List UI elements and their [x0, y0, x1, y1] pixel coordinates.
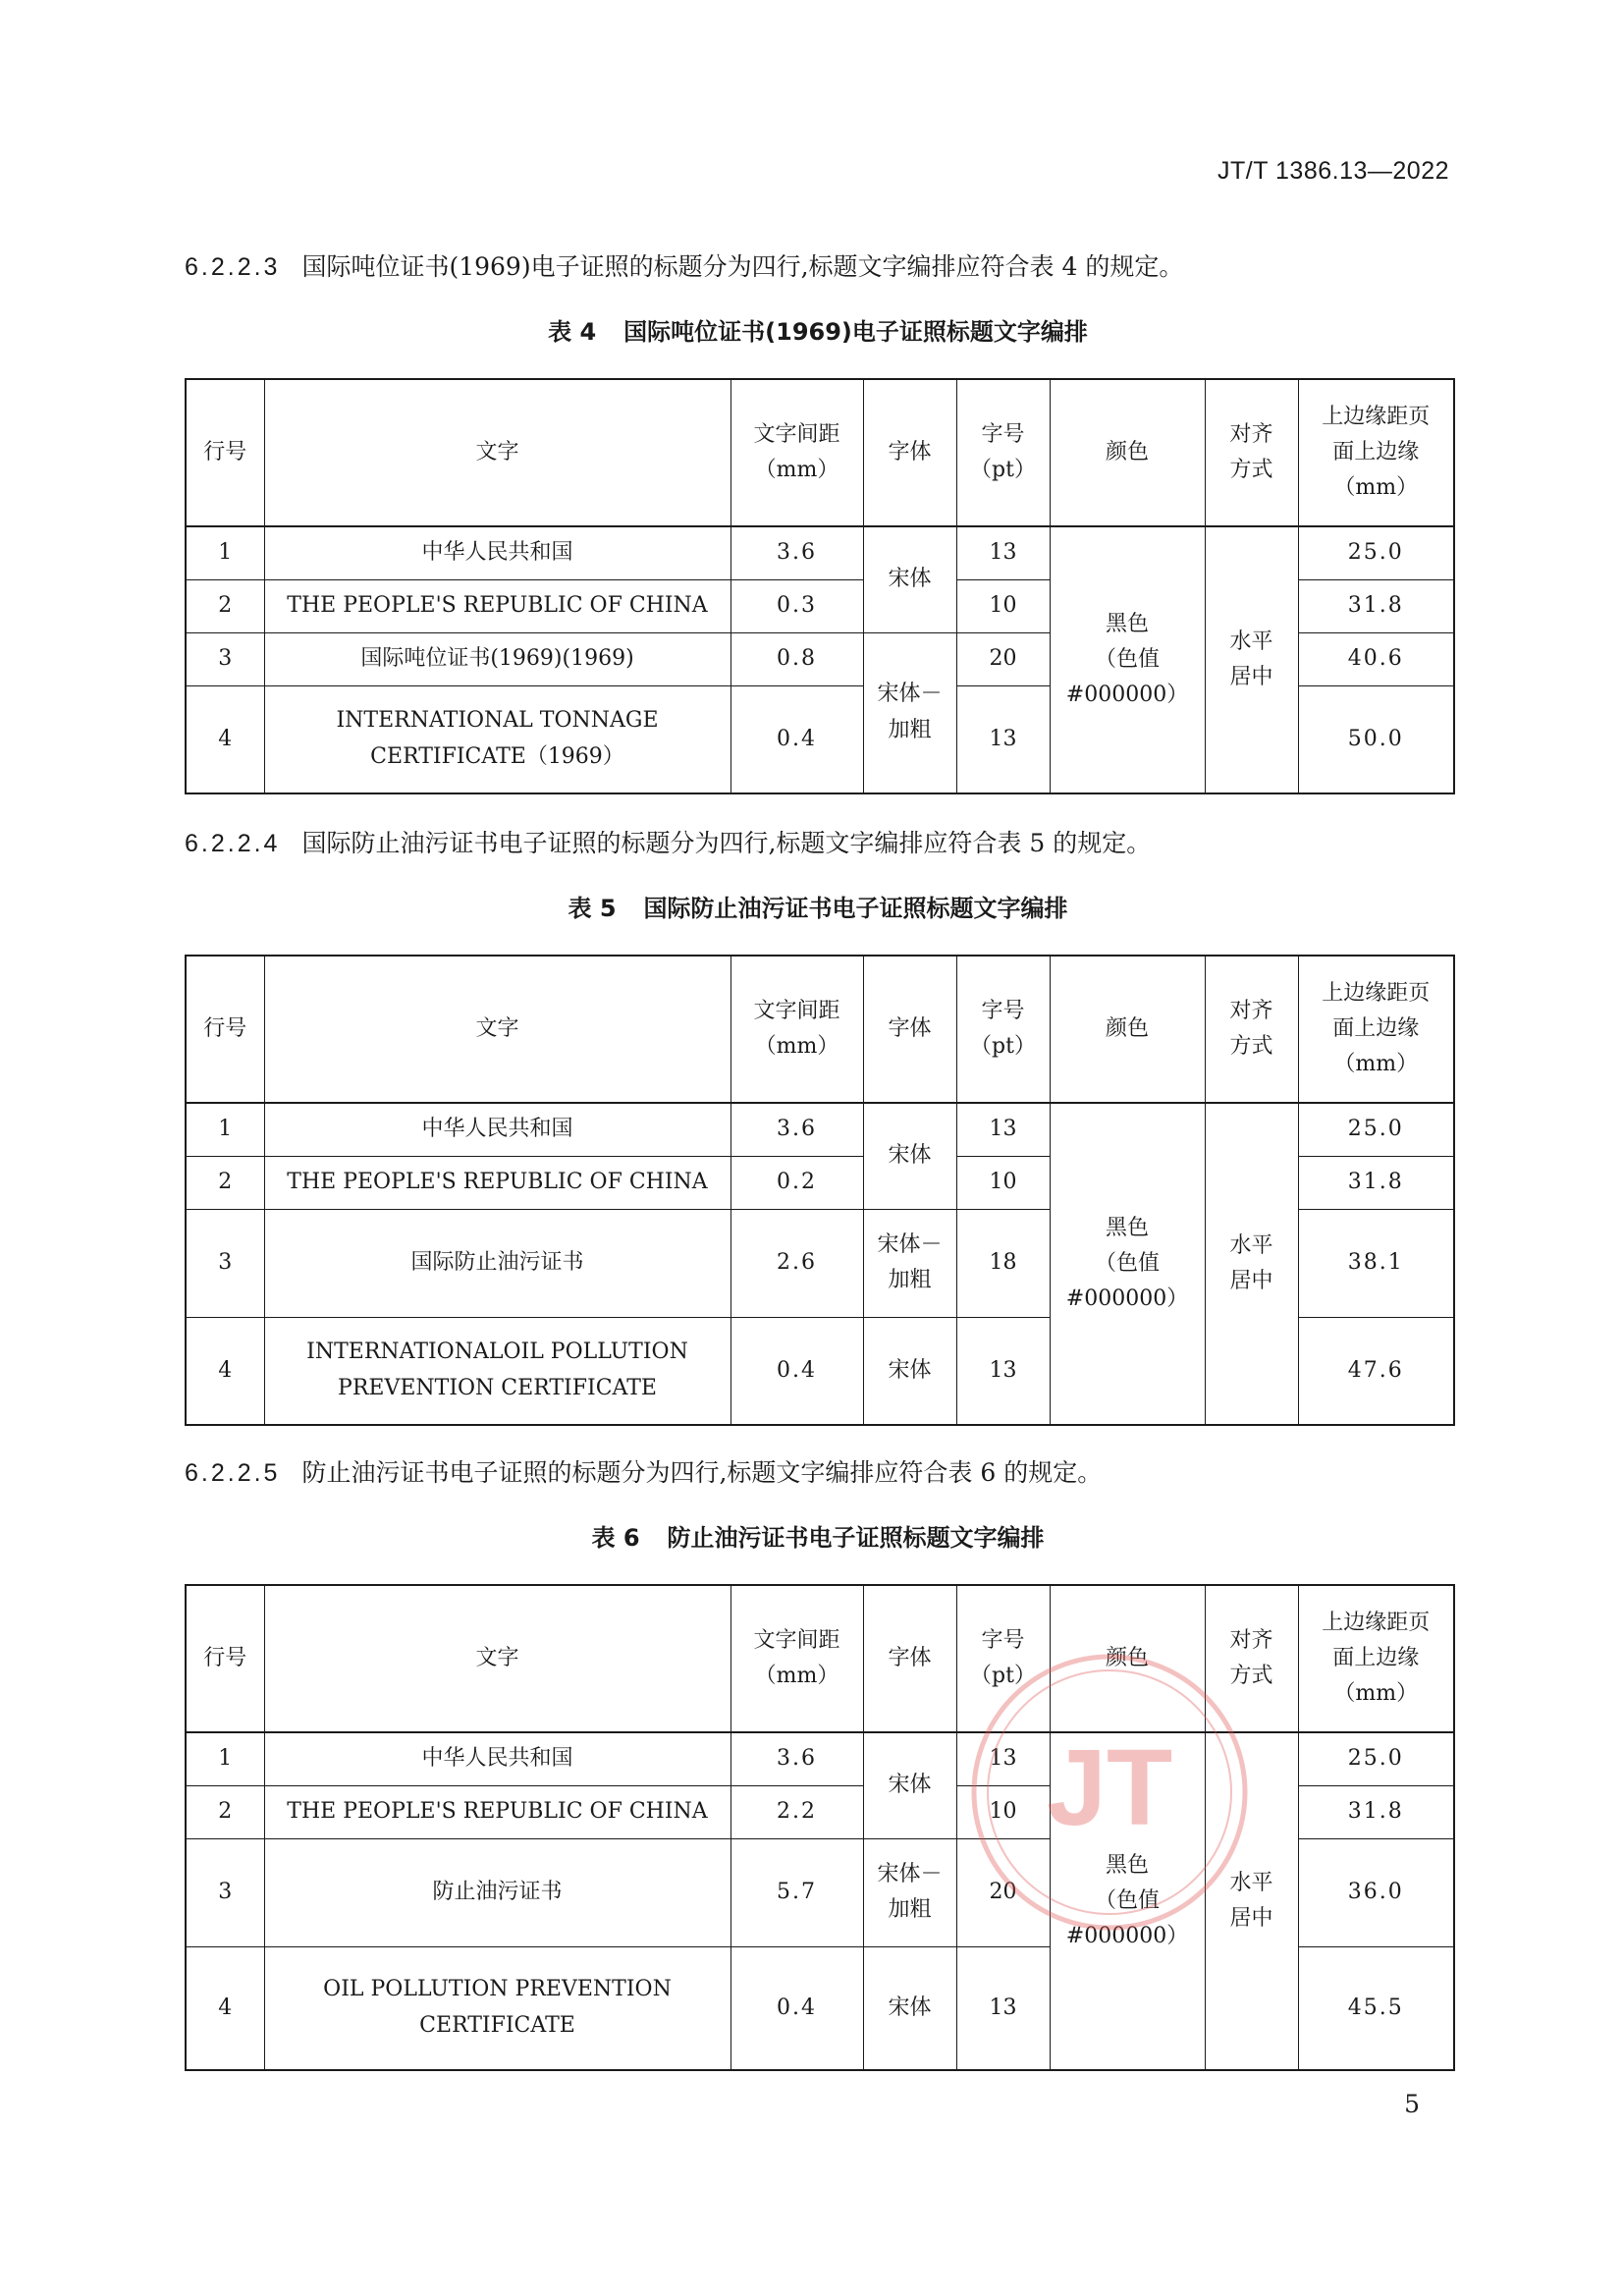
- col-text: 文字: [264, 379, 730, 526]
- clause-6-2-2-3: [185, 247, 1183, 283]
- row-font: 宋体－ 加粗: [863, 632, 956, 793]
- row-align: 水平 居中: [1205, 526, 1298, 793]
- col-row-no: 行号: [186, 379, 264, 526]
- row-text: 中华人民共和国: [264, 1103, 730, 1156]
- row-top-margin: 47.6: [1298, 1317, 1454, 1425]
- row-no: 3: [186, 632, 264, 685]
- row-font: 宋体: [863, 1103, 956, 1209]
- row-spacing: 3.6: [730, 1103, 863, 1156]
- col-top-margin: 上边缘距页 面上边缘 （mm）: [1298, 379, 1454, 526]
- table-row: [186, 1732, 1454, 1785]
- col-align: 对齐 方式: [1205, 1585, 1298, 1732]
- row-align: 水平 居中: [1205, 1103, 1298, 1425]
- row-size: 10: [956, 1785, 1050, 1838]
- row-top-margin: 25.0: [1298, 1732, 1454, 1785]
- col-color: 颜色: [1050, 1585, 1205, 1732]
- table-row: [186, 526, 1454, 579]
- col-row-no: 行号: [186, 1585, 264, 1732]
- col-color: 颜色: [1050, 379, 1205, 526]
- row-spacing: 0.2: [730, 1156, 863, 1209]
- row-font: 宋体: [863, 1946, 956, 2070]
- row-text: THE PEOPLE'S REPUBLIC OF CHINA: [264, 579, 730, 632]
- row-color: 黑色 （色值 #000000）: [1050, 1732, 1205, 2070]
- row-size: 13: [956, 1103, 1050, 1156]
- row-no: 1: [186, 526, 264, 579]
- row-text: 中华人民共和国: [264, 526, 730, 579]
- table-4-caption: [185, 312, 1451, 347]
- row-text: 防止油污证书: [264, 1838, 730, 1946]
- row-no: 3: [186, 1838, 264, 1946]
- table-caption-title: 国际防止油污证书电子证照标题文字编排: [643, 895, 1068, 922]
- row-color: 黑色 （色值 #000000）: [1050, 526, 1205, 793]
- row-no: 2: [186, 1156, 264, 1209]
- row-top-margin: 36.0: [1298, 1838, 1454, 1946]
- table-5-caption: [185, 889, 1451, 923]
- row-top-margin: 45.5: [1298, 1946, 1454, 2070]
- clause-text: 国际防止油污证书电子证照的标题分为四行,标题文字编排应符合表 5 的规定。: [301, 829, 1152, 857]
- row-spacing: 0.8: [730, 632, 863, 685]
- row-no: 1: [186, 1732, 264, 1785]
- table-caption-number: 表 4: [548, 318, 597, 346]
- row-font: 宋体: [863, 526, 956, 632]
- row-text: 国际吨位证书(1969)(1969): [264, 632, 730, 685]
- clause-number: 6.2.2.5: [185, 1459, 281, 1487]
- clause-number: 6.2.2.4: [185, 830, 281, 857]
- row-align: 水平 居中: [1205, 1732, 1298, 2070]
- row-size: 13: [956, 1732, 1050, 1785]
- row-spacing: 0.4: [730, 1946, 863, 2070]
- row-spacing: 0.3: [730, 579, 863, 632]
- col-size: 字号 （pt）: [956, 379, 1050, 526]
- table-caption-number: 表 6: [591, 1524, 640, 1552]
- col-size: 字号 （pt）: [956, 1585, 1050, 1732]
- row-text: INTERNATIONALOIL POLLUTION PREVENTION CERTIFICATE: [264, 1317, 730, 1425]
- row-top-margin: 40.6: [1298, 632, 1454, 685]
- table-caption-number: 表 5: [568, 895, 617, 922]
- col-font: 字体: [863, 956, 956, 1103]
- clause-text: 国际吨位证书(1969)电子证照的标题分为四行,标题文字编排应符合表 4 的规定。: [301, 252, 1184, 281]
- row-spacing: 2.2: [730, 1785, 863, 1838]
- row-spacing: 5.7: [730, 1838, 863, 1946]
- row-no: 1: [186, 1103, 264, 1156]
- table-header-row: [186, 379, 1454, 526]
- row-spacing: 0.4: [730, 685, 863, 793]
- row-size: 13: [956, 685, 1050, 793]
- row-top-margin: 31.8: [1298, 1785, 1454, 1838]
- table-6-caption: [185, 1518, 1451, 1553]
- row-no: 4: [186, 1946, 264, 2070]
- clause-6-2-2-5: [185, 1453, 1102, 1489]
- col-font: 字体: [863, 379, 956, 526]
- table-caption-title: 防止油污证书电子证照标题文字编排: [667, 1524, 1045, 1552]
- clause-text: 防止油污证书电子证照的标题分为四行,标题文字编排应符合表 6 的规定。: [301, 1458, 1103, 1487]
- row-top-margin: 38.1: [1298, 1209, 1454, 1317]
- col-font: 字体: [863, 1585, 956, 1732]
- table-6: [185, 1584, 1455, 2071]
- clause-number: 6.2.2.3: [185, 253, 281, 281]
- row-text: 国际防止油污证书: [264, 1209, 730, 1317]
- col-size: 字号 （pt）: [956, 956, 1050, 1103]
- row-font: 宋体－ 加粗: [863, 1209, 956, 1317]
- table-5: [185, 955, 1455, 1426]
- col-align: 对齐 方式: [1205, 379, 1298, 526]
- col-align: 对齐 方式: [1205, 956, 1298, 1103]
- row-top-margin: 25.0: [1298, 526, 1454, 579]
- row-no: 2: [186, 1785, 264, 1838]
- row-spacing: 2.6: [730, 1209, 863, 1317]
- row-text: OIL POLLUTION PREVENTION CERTIFICATE: [264, 1946, 730, 2070]
- clause-6-2-2-4: [185, 824, 1151, 859]
- row-size: 10: [956, 579, 1050, 632]
- row-text: THE PEOPLE'S REPUBLIC OF CHINA: [264, 1156, 730, 1209]
- col-text: 文字: [264, 956, 730, 1103]
- row-top-margin: 31.8: [1298, 1156, 1454, 1209]
- standard-code: JT/T 1386.13—2022: [1217, 157, 1449, 185]
- col-row-no: 行号: [186, 956, 264, 1103]
- row-size: 13: [956, 1946, 1050, 2070]
- page-number: 5: [1404, 2090, 1420, 2118]
- table-4: [185, 378, 1455, 794]
- table-row: [186, 1103, 1454, 1156]
- row-font: 宋体－ 加粗: [863, 1838, 956, 1946]
- row-text: INTERNATIONAL TONNAGE CERTIFICATE（1969）: [264, 685, 730, 793]
- row-font: 宋体: [863, 1732, 956, 1838]
- row-text: THE PEOPLE'S REPUBLIC OF CHINA: [264, 1785, 730, 1838]
- row-size: 20: [956, 632, 1050, 685]
- row-spacing: 3.6: [730, 526, 863, 579]
- row-top-margin: 25.0: [1298, 1103, 1454, 1156]
- row-size: 13: [956, 526, 1050, 579]
- row-no: 2: [186, 579, 264, 632]
- row-no: 4: [186, 1317, 264, 1425]
- row-size: 18: [956, 1209, 1050, 1317]
- row-text: 中华人民共和国: [264, 1732, 730, 1785]
- seal-text: JT: [1046, 1727, 1173, 1848]
- row-size: 10: [956, 1156, 1050, 1209]
- col-text: 文字: [264, 1585, 730, 1732]
- row-color: 黑色 （色值 #000000）: [1050, 1103, 1205, 1425]
- row-font: 宋体: [863, 1317, 956, 1425]
- col-color: 颜色: [1050, 956, 1205, 1103]
- col-spacing: 文字间距 （mm）: [730, 1585, 863, 1732]
- table-header-row: [186, 1585, 1454, 1732]
- row-no: 3: [186, 1209, 264, 1317]
- col-top-margin: 上边缘距页 面上边缘 （mm）: [1298, 1585, 1454, 1732]
- row-size: 20: [956, 1838, 1050, 1946]
- col-spacing: 文字间距 （mm）: [730, 379, 863, 526]
- row-top-margin: 50.0: [1298, 685, 1454, 793]
- row-spacing: 3.6: [730, 1732, 863, 1785]
- row-size: 13: [956, 1317, 1050, 1425]
- table-caption-title: 国际吨位证书(1969)电子证照标题文字编排: [623, 318, 1088, 346]
- table-header-row: [186, 956, 1454, 1103]
- row-spacing: 0.4: [730, 1317, 863, 1425]
- col-spacing: 文字间距 （mm）: [730, 956, 863, 1103]
- row-top-margin: 31.8: [1298, 579, 1454, 632]
- row-no: 4: [186, 685, 264, 793]
- col-top-margin: 上边缘距页 面上边缘 （mm）: [1298, 956, 1454, 1103]
